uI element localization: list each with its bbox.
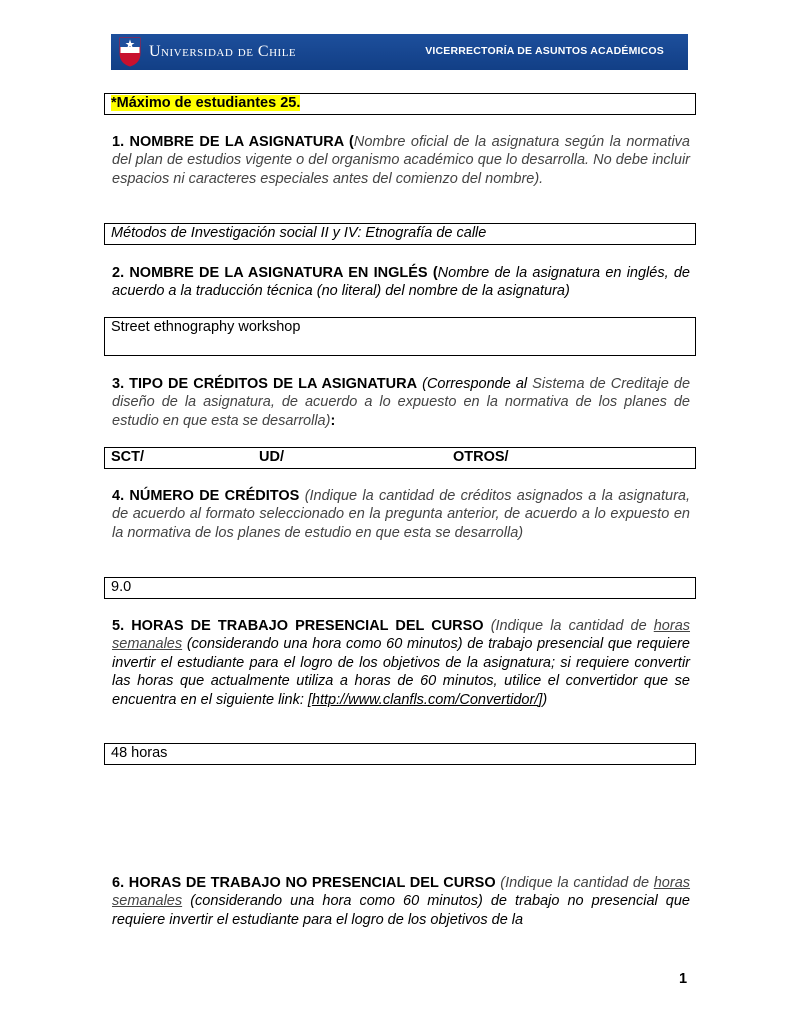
section-3-description: Sistema de Creditaje de diseño de la asignatura, de acuerdo a lo expuesto en la normativa de los planes de estudio en que esta se desarrolla) — [112, 376, 691, 429]
converter-link[interactable]: http://www.clanfls.com/Convertidor/ — [311, 691, 539, 708]
section-6-description: (considerando una hora como 60 minutos) de trabajo no presencial que requiere invertir el estudiante para el logro de los objetivos de la — [112, 893, 690, 928]
credit-option-ud[interactable]: UD/ — [259, 449, 284, 465]
section-5-text: 5. HORAS DE TRABAJO PRESENCIAL DEL CURSO (Indique la cantidad de horas semanales (considerando una hora como 60 minutos) de trabajo presencial que requiere invertir el estudiante para el logro de los objetivos de la asignatura; si requiere convertir las horas que actualmente utiliza a horas de 60 minutos, utilice el convertidor que se encuentra en el siguiente link: [http://www.clanfls.com/Convertidor/]) — [112, 618, 691, 708]
section-4-text — [112, 487, 690, 542]
page-number: 1 — [679, 971, 688, 987]
university-crest-icon — [119, 37, 141, 67]
section-5-weekly-hours: horas semanales — [112, 618, 691, 653]
section-1-heading: 1. NOMBRE DE LA ASIGNATURA — [112, 134, 344, 150]
header-banner — [111, 34, 688, 70]
section-4-heading: 4. NÚMERO DE CRÉDITOS — [112, 488, 300, 504]
credits-number-value: 9.0 — [111, 579, 132, 595]
english-name-field[interactable] — [104, 317, 696, 356]
vicerrectoria-title: VICERRECTORÍA DE ASUNTOS ACADÉMICOS — [425, 45, 664, 57]
section-4-description: (Indique la cantidad de créditos asignados a la asignatura, de acuerdo al formato seleccionado en la pregunta anterior, de acuerdo a lo expuesto en la normativa de los planes de estudio en que esta se desarrolla) — [112, 488, 690, 541]
section-2-description: Nombre de la asignatura en inglés, de acuerdo a la traducción técnica (no literal) del nombre de la asignatura) — [112, 265, 690, 300]
section-2-text: 2. NOMBRE DE LA ASIGNATURA EN INGLÉS (Nombre de la asignatura en inglés, de acuerdo a la traducción técnica (no literal) del nombre de la asignatura) — [112, 265, 690, 300]
course-name-field[interactable] — [104, 223, 696, 245]
english-name-value: Street ethnography workshop — [111, 319, 301, 335]
university-name: Universidad de Chile — [149, 43, 297, 60]
section-5-heading: 5. HORAS DE TRABAJO PRESENCIAL DEL CURSO — [112, 618, 484, 634]
section-5-description: (considerando una hora como 60 minutos) de trabajo presencial que requiere invertir el estudiante para el logro de los objetivos de la asignatura; si requiere convertir las horas que actualmente utiliza a horas de 60 minutos, utilice el convertidor que se encuentra en el siguiente link: [ — [112, 636, 690, 708]
presential-hours-value: 48 horas — [111, 745, 168, 761]
section-1-description: Nombre oficial de la asignatura según la normativa del plan de estudios vigente o del organismo académico que lo desarrolla. No debe incluir espacios ni caracteres especiales antes del comienzo del nombre). — [112, 134, 690, 187]
section-6-weekly-hours: horas semanales — [112, 875, 691, 910]
section-6-heading: 6. HORAS DE TRABAJO NO PRESENCIAL DEL CURSO — [112, 875, 496, 891]
presential-hours-field[interactable] — [104, 743, 696, 765]
section-2-heading: 2. NOMBRE DE LA ASIGNATURA EN INGLÉS — [112, 265, 428, 281]
credit-type-box — [104, 447, 696, 469]
section-3-heading: 3. TIPO DE CRÉDITOS DE LA ASIGNATURA — [112, 376, 418, 392]
credit-option-otros[interactable]: OTROS/ — [453, 449, 509, 465]
course-name-value: Métodos de Investigación social II y IV: Etnografía de calle — [111, 225, 487, 241]
max-students-box — [104, 93, 696, 115]
section-1-text: 1. NOMBRE DE LA ASIGNATURA (Nombre oficial de la asignatura según la normativa del plan de estudios vigente o del organismo académico que lo desarrolla. No debe incluir espacios ni caracteres especiales antes del comienzo del nombre). — [112, 134, 690, 187]
credit-option-sct[interactable]: SCT/ — [111, 449, 145, 465]
credits-number-field[interactable] — [104, 577, 696, 599]
section-3-text: 3. TIPO DE CRÉDITOS DE LA ASIGNATURA (Corresponde al Sistema de Creditaje de diseño de la asignatura, de acuerdo a lo expuesto en la normativa de los planes de estudio en que esta se desarrolla): — [112, 376, 691, 429]
section-6-text: 6. HORAS DE TRABAJO NO PRESENCIAL DEL CURSO (Indique la cantidad de horas semanales (considerando una hora como 60 minutos) de trabajo no presencial que requiere invertir el estudiante para el logro de los objetivos de la — [112, 875, 691, 928]
max-students-text: *Máximo de estudiantes 25. — [111, 95, 301, 111]
